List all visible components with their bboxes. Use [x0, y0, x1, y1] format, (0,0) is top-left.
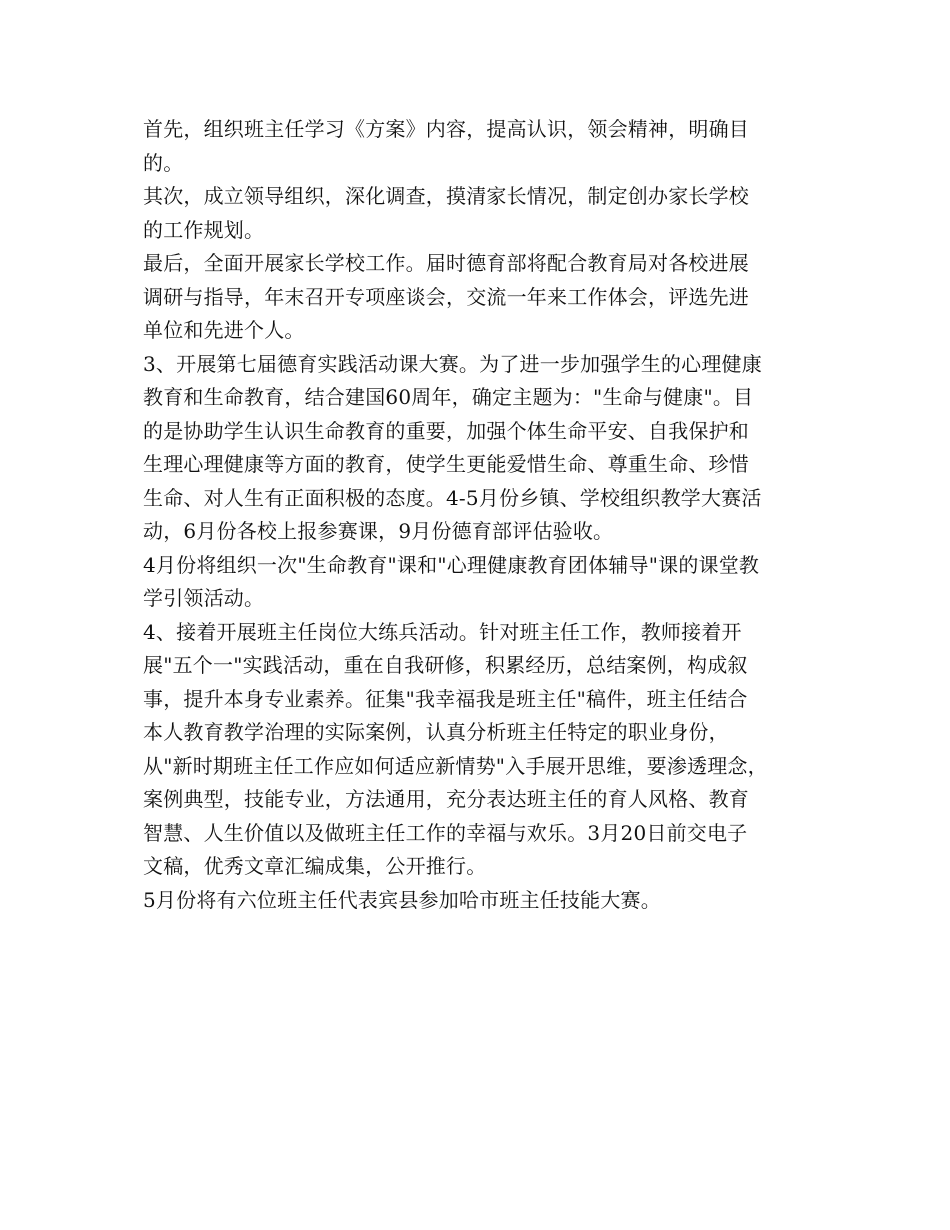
text-line: 5月份将有六位班主任代表宾县参加哈市班主任技能大赛。	[143, 887, 661, 912]
text-line: 最后，全面开展家长学校工作。届时德育部将配合教育局对各校进展	[143, 251, 749, 275]
text-line: 4月份将组织一次"生命教育"课和"心理健康教育团体辅导"课的课堂教	[143, 552, 760, 577]
text-line: 其次，成立领导组织，深化调查，摸清家长情况，制定创办家长学校	[143, 184, 749, 208]
document-body	[143, 113, 833, 917]
text-line: 生理心理健康等方面的教育，使学生更能爱惜生命、尊重生命、珍惜	[143, 452, 749, 476]
text-line: 的是协助学生认识生命教育的重要，加强个体生命平安、自我保护和	[143, 418, 749, 443]
text-line: 单位和先进个人。	[143, 318, 305, 342]
text-line: 从"新时期班主任工作应如何适应新情势"入手展开思维，要渗透理念，	[143, 753, 768, 778]
text-line: 生命、对人生有正面积极的态度。4-5月份乡镇、学校组织教学大赛活	[143, 485, 762, 510]
text-line: 动，6月份各校上报参赛课，9月份德育部评估验收。	[143, 519, 614, 543]
paragraph-item-4	[143, 616, 833, 884]
paragraph-item-3	[143, 348, 833, 549]
paragraph-may-competition	[143, 884, 833, 918]
text-line: 3、开展第七届德育实践活动课大赛。为了进一步加强学生的心理健康	[143, 351, 762, 376]
text-line: 的工作规划。	[143, 217, 265, 242]
text-line: 智慧、人生价值以及做班主任工作的幸福与欢乐。3月20日前交电子	[143, 820, 748, 845]
paragraph-first-step	[143, 113, 833, 180]
text-line: 的。	[143, 150, 184, 175]
text-line: 调研与指导，年末召开专项座谈会，交流一年来工作体会，评选先进	[143, 284, 749, 309]
paragraph-final-step	[143, 247, 833, 348]
text-line: 4、接着开展班主任岗位大练兵活动。针对班主任工作，教师接着开	[143, 619, 742, 644]
text-line: 案例典型，技能专业，方法通用，充分表达班主任的育人风格、教育	[143, 787, 749, 811]
text-line: 首先，组织班主任学习《方案》内容，提高认识，领会精神，明确目	[143, 117, 749, 141]
text-line: 展"五个一"实践活动，重在自我研修，积累经历，总结案例，构成叙	[143, 653, 748, 677]
text-line: 学引领活动。	[143, 586, 265, 610]
text-line: 教育和生命教育，结合建国60周年，确定主题为："生命与健康"。目	[143, 385, 754, 409]
text-line: 本人教育教学治理的实际案例，认真分析班主任特定的职业身份，	[143, 720, 729, 744]
paragraph-second-step	[143, 180, 833, 247]
paragraph-april-activity	[143, 549, 833, 616]
text-line: 文稿，优秀文章汇编成集，公开推行。	[143, 854, 487, 878]
text-line: 事，提升本身专业素养。征集"我幸福我是班主任"稿件，班主任结合	[143, 686, 748, 711]
